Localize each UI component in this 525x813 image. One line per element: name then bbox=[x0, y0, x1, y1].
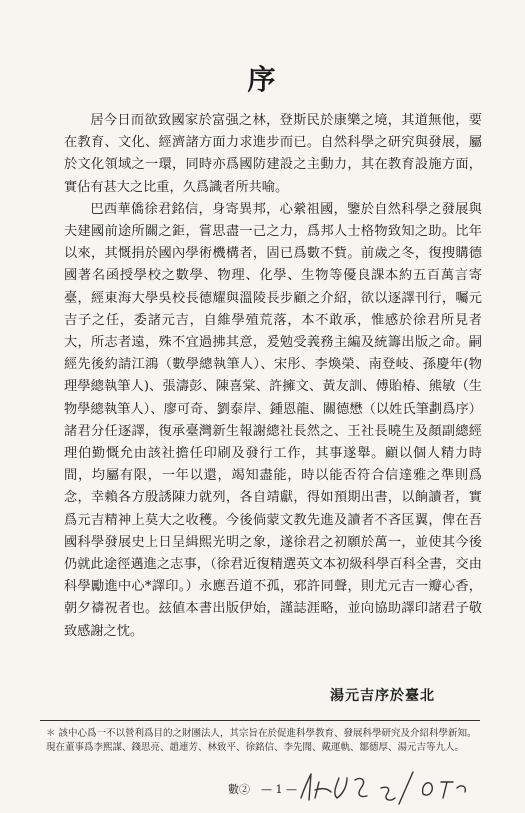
footnote-divider bbox=[40, 720, 480, 721]
handwritten-note bbox=[295, 768, 475, 806]
preface-body bbox=[64, 110, 482, 643]
preface-title: 序 bbox=[247, 63, 278, 96]
footnote: ＊ 該中心爲一不以營利爲目的之財團法人，其宗旨在於促進科學教育、發展科學研究及介紹科學新知。現在董事爲李熙謀、錢思亮、趙連芳、林致平、徐銘信、李先聞、戴運軌、鄒德厚、湯元吉等九人。 bbox=[46, 728, 477, 753]
author-signature: 湯元吉序於臺北 bbox=[330, 688, 435, 704]
paragraph-2: 巴西華僑徐君銘信，身寄異邦，心縈祖國，鑒於自然科學之發展與夫建國前途所關之鉅，嘗思盡一己之力，爲邦人士格物致知之助。比年以來，其慨捐於國內學術機構者，固已爲數不貲。前歲之冬，復搜購德國著名函授學校之數學、物理、化學、生物等優良課本約五百萬言寄臺，經東海大學吳校長德耀與溫陵長步顧之介紹，欲以逐譯刊行，囑元吉子之任，委諸元吉，自維學殖荒落，本不敢承，惟感於徐君所見者大，所志者遠，殊不宜過拂其意，爰勉受義務主編及統籌出版之命。嗣經先後約請江鴻（數學總執筆人）、宋彤、李煥榮、南登岐、孫慶年(物理學總執筆人)、張濤彭、陳喜棠、許擁文、黃友訓、傅貽椿、熊敏（生物學總執筆人）、廖可奇、劉泰岸、鍾恩龍、關德懋（以姓氏筆劃爲序）諸君分任逐譯，復承臺灣新生報謝總社長然之、王社長曉生及顏副總經理伯勤慨允由該社擔任印刷及發行工作，其事遂舉。顧以個人精力時間，均屬有限，一年以還，竭知盡能，時以能否符合信達雅之準則爲念，幸賴各方殷誘陳力就列，各自靖獻，得如預期出書，以餉讀者，實爲元吉精神上莫大之收穫。今後倘蒙文教先進及讀者不吝匡翼，俾在吾國科學發展史上日呈緝熙光明之象，遂徐君之初願於萬一，並使其今後仍就此途徑邁進之志事，（徐君近復精選英文本初級科學百科全書，交由科學勵進中心*譯印。）永應吾道不孤，邪許同聲，則尤元吉一瓣心香，朝夕禱祝者也。玆値本書出版伊始，謹誌涯略，並向協助譯印諸君子敬致感謝之忱。 bbox=[64, 201, 482, 639]
page-number: 數② — 1 — bbox=[228, 783, 297, 796]
paragraph-1: 居今日而欲致國家於富强之林，登斯民於康樂之境，其道無他，要在教育、文化、經濟諸方面力求進步而已。自然科學之研究與發展，屬於文化領域之一環，同時亦爲國防建設之主動力，其在教育設施方面，實佔有甚大之比重，久爲識者所共喻。 bbox=[64, 113, 482, 195]
